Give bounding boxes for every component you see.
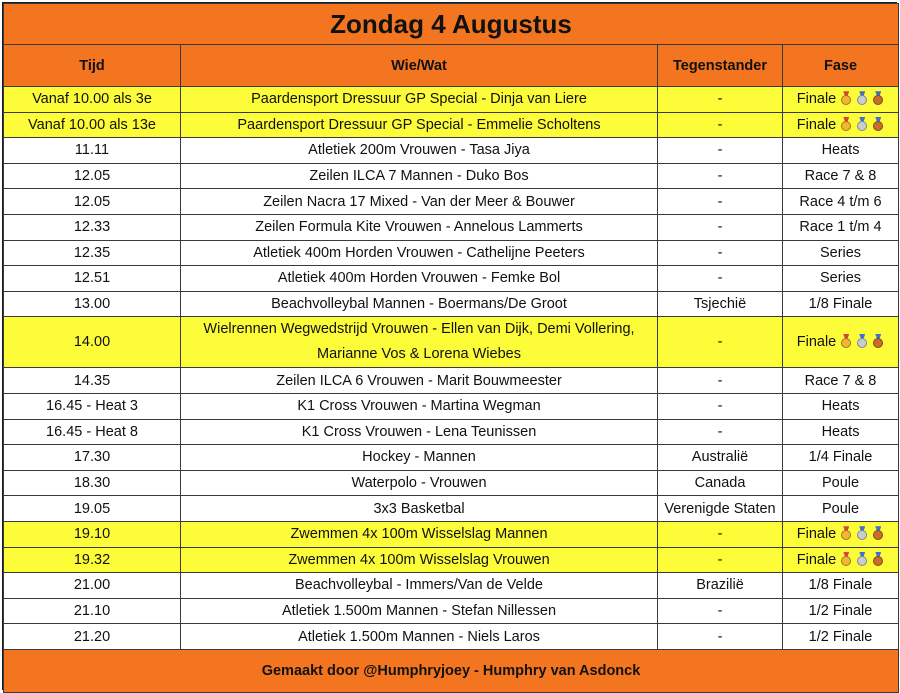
phase-label: 1/2 Finale <box>808 602 873 619</box>
cell-event: Zeilen ILCA 6 Vrouwen - Marit Bouwmeester <box>181 368 658 394</box>
cell-opponent: - <box>658 368 783 394</box>
cell-event: Zeilen ILCA 7 Mannen - Duko Bos <box>181 163 658 189</box>
table-row <box>4 470 899 496</box>
bronze-medal-icon <box>872 552 884 566</box>
cell-phase <box>783 291 899 317</box>
cell-opponent: Verenigde Staten <box>658 496 783 522</box>
cell-event: Beachvolleybal - Immers/Van de Velde <box>181 573 658 599</box>
cell-opponent: - <box>658 419 783 445</box>
gold-medal-icon <box>840 526 852 540</box>
cell-event: Paardensport Dressuur GP Special - Emmelie Scholtens <box>181 112 658 138</box>
phase-label: Series <box>819 244 862 261</box>
cell-time: 11.11 <box>4 138 181 164</box>
cell-phase <box>783 214 899 240</box>
cell-phase <box>783 87 899 113</box>
schedule-table <box>3 3 899 693</box>
table-row <box>4 266 899 292</box>
phase-label: Finale <box>796 526 837 543</box>
bronze-medal-icon <box>872 117 884 131</box>
cell-event: Atletiek 200m Vrouwen - Tasa Jiya <box>181 138 658 164</box>
cell-time: Vanaf 10.00 als 3e <box>4 87 181 113</box>
cell-phase <box>783 138 899 164</box>
cell-time: 14.00 <box>4 317 181 368</box>
silver-medal-icon <box>856 117 868 131</box>
cell-event: Atletiek 400m Horden Vrouwen - Cathelijne Peeters <box>181 240 658 266</box>
cell-event: Atletiek 1.500m Mannen - Stefan Nillessen <box>181 598 658 624</box>
cell-time: 12.05 <box>4 163 181 189</box>
cell-phase <box>783 521 899 547</box>
cell-event: Wielrennen Wegwedstrijd Vrouwen - Ellen van Dijk, Demi Vollering, Marianne Vos & Lorena Wiebes <box>181 317 658 368</box>
cell-time: 19.05 <box>4 496 181 522</box>
table-row <box>4 393 899 419</box>
silver-medal-icon <box>856 91 868 105</box>
cell-time: 12.33 <box>4 214 181 240</box>
cell-opponent: - <box>658 598 783 624</box>
phase-label: Heats <box>821 142 860 159</box>
phase-label: 1/2 Finale <box>808 628 873 645</box>
table-row <box>4 419 899 445</box>
cell-time: 18.30 <box>4 470 181 496</box>
phase-label: Poule <box>821 500 860 517</box>
column-header-who: Wie/Wat <box>181 45 658 87</box>
cell-event: Hockey - Mannen <box>181 445 658 471</box>
cell-time: 16.45 - Heat 8 <box>4 419 181 445</box>
cell-phase <box>783 445 899 471</box>
title-row <box>4 4 899 45</box>
cell-opponent: - <box>658 266 783 292</box>
silver-medal-icon <box>856 552 868 566</box>
cell-phase <box>783 624 899 650</box>
cell-phase <box>783 240 899 266</box>
cell-opponent: Brazilië <box>658 573 783 599</box>
cell-time: 21.20 <box>4 624 181 650</box>
phase-label: Finale <box>796 551 837 568</box>
cell-event: Zwemmen 4x 100m Wisselslag Mannen <box>181 521 658 547</box>
cell-opponent: - <box>658 547 783 573</box>
cell-time: 14.35 <box>4 368 181 394</box>
cell-event: Waterpolo - Vrouwen <box>181 470 658 496</box>
gold-medal-icon <box>840 117 852 131</box>
cell-event: Zeilen Formula Kite Vrouwen - Annelous Lammerts <box>181 214 658 240</box>
cell-opponent: - <box>658 189 783 215</box>
cell-opponent: - <box>658 317 783 368</box>
footer-credit: Gemaakt door @Humphryjoey - Humphry van Asdonck <box>4 649 899 692</box>
table-row <box>4 547 899 573</box>
cell-event: Beachvolleybal Mannen - Boermans/De Groot <box>181 291 658 317</box>
table-row <box>4 214 899 240</box>
table-row <box>4 240 899 266</box>
cell-opponent: Australië <box>658 445 783 471</box>
gold-medal-icon <box>840 334 852 348</box>
column-header-phase: Fase <box>783 45 899 87</box>
phase-label: Race 4 t/m 6 <box>799 193 882 210</box>
cell-phase <box>783 547 899 573</box>
cell-opponent: - <box>658 87 783 113</box>
cell-time: 21.10 <box>4 598 181 624</box>
silver-medal-icon <box>856 334 868 348</box>
phase-label: 1/8 Finale <box>808 296 873 313</box>
gold-medal-icon <box>840 552 852 566</box>
phase-label: Poule <box>821 475 860 492</box>
cell-time: 19.10 <box>4 521 181 547</box>
cell-time: Vanaf 10.00 als 13e <box>4 112 181 138</box>
cell-phase <box>783 496 899 522</box>
cell-opponent: - <box>658 214 783 240</box>
cell-event: Atletiek 400m Horden Vrouwen - Femke Bol <box>181 266 658 292</box>
cell-phase <box>783 163 899 189</box>
silver-medal-icon <box>856 526 868 540</box>
phase-label: Race 7 & 8 <box>804 372 877 389</box>
cell-event: Paardensport Dressuur GP Special - Dinja van Liere <box>181 87 658 113</box>
phase-label: Finale <box>796 333 837 350</box>
phase-label: 1/8 Finale <box>808 577 873 594</box>
phase-label: Heats <box>821 398 860 415</box>
cell-phase <box>783 470 899 496</box>
cell-event: Atletiek 1.500m Mannen - Niels Laros <box>181 624 658 650</box>
table-row <box>4 368 899 394</box>
cell-opponent: - <box>658 393 783 419</box>
schedule-sheet <box>2 2 897 690</box>
cell-opponent: - <box>658 112 783 138</box>
cell-event: 3x3 Basketbal <box>181 496 658 522</box>
phase-label: Finale <box>796 116 837 133</box>
cell-time: 12.35 <box>4 240 181 266</box>
cell-time: 21.00 <box>4 573 181 599</box>
gold-medal-icon <box>840 91 852 105</box>
table-row <box>4 138 899 164</box>
cell-time: 12.05 <box>4 189 181 215</box>
cell-phase <box>783 266 899 292</box>
phase-label: Heats <box>821 423 860 440</box>
cell-opponent: - <box>658 521 783 547</box>
bronze-medal-icon <box>872 526 884 540</box>
table-row <box>4 573 899 599</box>
cell-event: K1 Cross Vrouwen - Martina Wegman <box>181 393 658 419</box>
phase-label: 1/4 Finale <box>808 449 873 466</box>
cell-phase <box>783 393 899 419</box>
table-row <box>4 189 899 215</box>
cell-event: K1 Cross Vrouwen - Lena Teunissen <box>181 419 658 445</box>
phase-label: Race 7 & 8 <box>804 168 877 185</box>
table-row <box>4 445 899 471</box>
cell-time: 19.32 <box>4 547 181 573</box>
column-header-opponent: Tegenstander <box>658 45 783 87</box>
table-row <box>4 291 899 317</box>
cell-phase <box>783 419 899 445</box>
table-row <box>4 163 899 189</box>
footer-row <box>4 649 899 692</box>
cell-time: 12.51 <box>4 266 181 292</box>
bronze-medal-icon <box>872 334 884 348</box>
cell-time: 17.30 <box>4 445 181 471</box>
table-row <box>4 496 899 522</box>
cell-phase <box>783 598 899 624</box>
cell-phase <box>783 368 899 394</box>
table-row <box>4 624 899 650</box>
column-header-time: Tijd <box>4 45 181 87</box>
cell-phase <box>783 573 899 599</box>
table-row <box>4 317 899 368</box>
cell-opponent: - <box>658 624 783 650</box>
cell-opponent: Tsjechië <box>658 291 783 317</box>
cell-event: Zwemmen 4x 100m Wisselslag Vrouwen <box>181 547 658 573</box>
cell-phase <box>783 112 899 138</box>
phase-label: Finale <box>796 91 837 108</box>
cell-opponent: - <box>658 240 783 266</box>
table-row <box>4 112 899 138</box>
bronze-medal-icon <box>872 91 884 105</box>
cell-opponent: - <box>658 138 783 164</box>
cell-phase <box>783 317 899 368</box>
table-row <box>4 598 899 624</box>
phase-label: Series <box>819 270 862 287</box>
cell-time: 13.00 <box>4 291 181 317</box>
table-row <box>4 87 899 113</box>
cell-event: Zeilen Nacra 17 Mixed - Van der Meer & Bouwer <box>181 189 658 215</box>
phase-label: Race 1 t/m 4 <box>799 219 882 236</box>
cell-phase <box>783 189 899 215</box>
cell-opponent: - <box>658 163 783 189</box>
table-row <box>4 521 899 547</box>
page-title: Zondag 4 Augustus <box>4 4 899 45</box>
cell-opponent: Canada <box>658 470 783 496</box>
cell-time: 16.45 - Heat 3 <box>4 393 181 419</box>
header-row <box>4 45 899 87</box>
